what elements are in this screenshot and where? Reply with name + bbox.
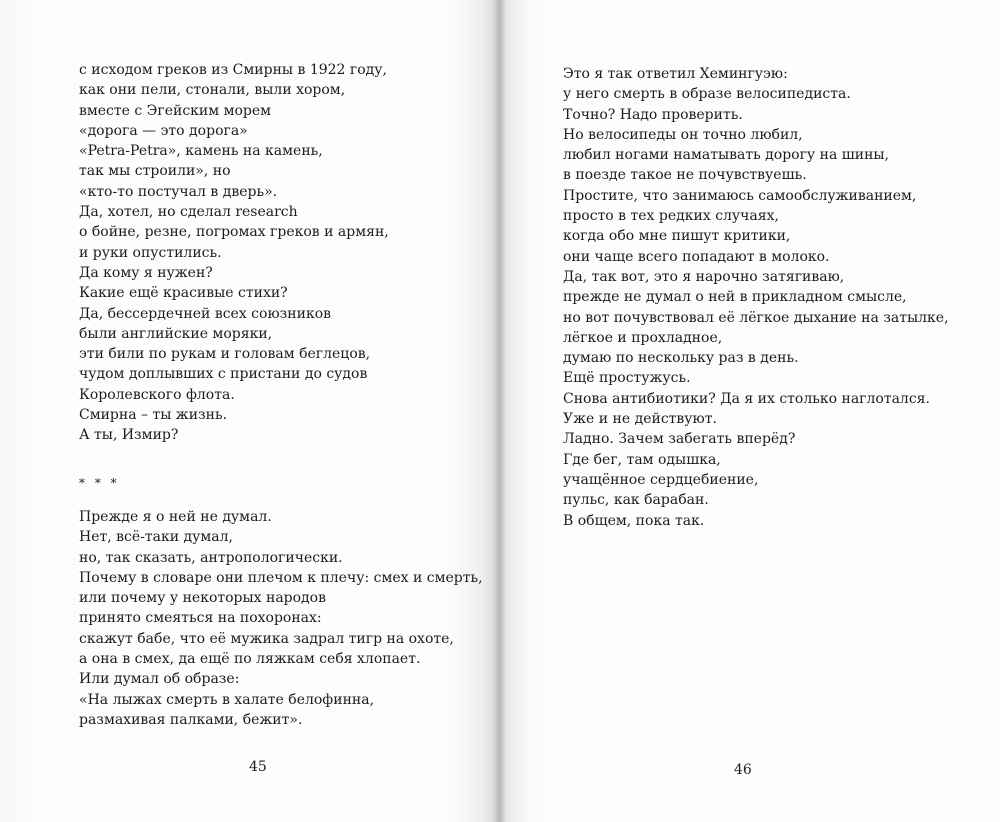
left-poem-1-line-5: «Petra-Petra», камень на камень, bbox=[79, 143, 323, 160]
left-poem-1-line-10: и руки опустились. bbox=[79, 244, 222, 261]
right-poem-line-15: думаю по нескольку раз в день. bbox=[563, 350, 799, 367]
left-poem-1-line-17: Королевского флота. bbox=[79, 386, 235, 403]
right-poem-line-12: прежде не думал о ней в прикладном смысле, bbox=[563, 289, 907, 306]
right-poem-line-18: Уже и не действуют. bbox=[563, 411, 717, 428]
right-poem-line-19: Ладно. Зачем забегать вперёд? bbox=[563, 431, 796, 448]
right-page bbox=[497, 0, 1000, 822]
right-poem-line-8: просто в тех редких случаях, bbox=[563, 208, 779, 225]
book-gutter bbox=[492, 0, 506, 822]
left-poem-2-line-2: Нет, всё-таки думал, bbox=[79, 529, 233, 546]
right-poem-line-11: Да, так вот, это я нарочно затягиваю, bbox=[563, 268, 845, 285]
left-poem-2-line-3: но, так сказать, антропологически. bbox=[79, 549, 343, 566]
left-poem-2-line-11: размахивая палками, бежит». bbox=[79, 711, 303, 728]
left-poem-continuation bbox=[79, 60, 389, 446]
left-poem-new bbox=[79, 507, 483, 730]
page-number-right: 46 bbox=[734, 762, 752, 778]
left-poem-2-line-4: Почему в словаре они плечом к плечу: смех и смерть, bbox=[79, 569, 483, 586]
left-poem-1-line-14: были английские моряки, bbox=[79, 325, 273, 342]
right-poem-line-14: лёгкое и прохладное, bbox=[563, 329, 723, 346]
left-poem-1-line-19: А ты, Измир? bbox=[79, 427, 179, 444]
left-poem-1-line-9: о бойне, резне, погромах греков и армян, bbox=[79, 224, 389, 241]
right-poem-line-9: когда обо мне пишут критики, bbox=[563, 228, 791, 245]
left-poem-1-line-7: «кто-то постучал в дверь». bbox=[79, 183, 278, 200]
right-poem-line-6: в поезде такое не почувствуешь. bbox=[563, 167, 807, 184]
left-poem-1-line-13: Да, бессердечней всех союзников bbox=[79, 305, 331, 322]
left-poem-1-line-11: Да кому я нужен? bbox=[79, 264, 213, 281]
left-poem-2-line-8: а она в смех, да ещё по ляжкам себя хлопает. bbox=[79, 651, 421, 668]
section-separator: * * * bbox=[79, 476, 120, 490]
right-poem-line-3: Точно? Надо проверить. bbox=[563, 106, 743, 123]
page-number-left: 45 bbox=[249, 759, 267, 775]
left-poem-1-line-6: так мы строили», но bbox=[79, 163, 231, 180]
left-poem-2-line-6: принято смеяться на похоронах: bbox=[79, 610, 322, 627]
left-poem-2-line-5: или почему у некоторых народов bbox=[79, 590, 326, 607]
left-poem-1-line-2: как они пели, стонали, выли хором, bbox=[79, 82, 346, 99]
right-poem-line-4: Но велосипеды он точно любил, bbox=[563, 126, 803, 143]
left-poem-1-line-4: «дорога — это дорога» bbox=[79, 122, 248, 139]
left-poem-2-line-10: «На лыжах смерть в халате белофинна, bbox=[79, 691, 375, 708]
left-poem-2-line-1: Прежде я о ней не думал. bbox=[79, 509, 272, 525]
right-poem-line-13: но вот почувствовал её лёгкое дыхание на затылке, bbox=[563, 309, 949, 326]
right-poem-line-5: любил ногами наматывать дорогу на шины, bbox=[563, 147, 890, 164]
left-poem-1-line-15: эти били по рукам и головам беглецов, bbox=[79, 346, 371, 363]
right-poem-line-23: В общем, пока так. bbox=[563, 512, 705, 529]
left-poem-1-line-18: Смирна – ты жизнь. bbox=[79, 407, 228, 424]
left-poem-1-line-3: вместе с Эгейским морем bbox=[79, 102, 272, 119]
right-poem-line-10: они чаще всего попадают в молоко. bbox=[563, 248, 830, 265]
right-poem-line-21: учащённое сердцебиение, bbox=[563, 471, 759, 488]
right-poem-line-17: Снова антибиотики? Да я их столько наглотался. bbox=[563, 390, 930, 407]
left-page bbox=[0, 0, 497, 822]
right-poem-line-16: Ещё простужусь. bbox=[563, 370, 691, 387]
left-poem-2-line-7: скажут бабе, что её мужика задрал тигр на охоте, bbox=[79, 630, 454, 647]
right-poem-line-22: пульс, как барабан. bbox=[563, 492, 709, 509]
right-poem-line-7: Простите, что занимаюсь самообслуживанием, bbox=[563, 187, 917, 204]
left-poem-1-line-8: Да, хотел, но сделал research bbox=[79, 204, 298, 221]
right-poem bbox=[563, 64, 949, 531]
left-poem-1-line-16: чудом доплывших с пристани до судов bbox=[79, 366, 368, 383]
right-poem-line-2: у него смерть в образе велосипедиста. bbox=[563, 86, 851, 103]
right-poem-line-20: Где бег, там одышка, bbox=[563, 451, 721, 468]
left-poem-1-line-12: Какие ещё красивые стихи? bbox=[79, 285, 288, 302]
left-poem-2-line-9: Или думал об образе: bbox=[79, 671, 240, 688]
left-poem-1-line-1: с исходом греков из Смирны в 1922 году, bbox=[79, 62, 387, 78]
right-poem-line-1: Это я так ответил Хемингуэю: bbox=[563, 66, 788, 82]
